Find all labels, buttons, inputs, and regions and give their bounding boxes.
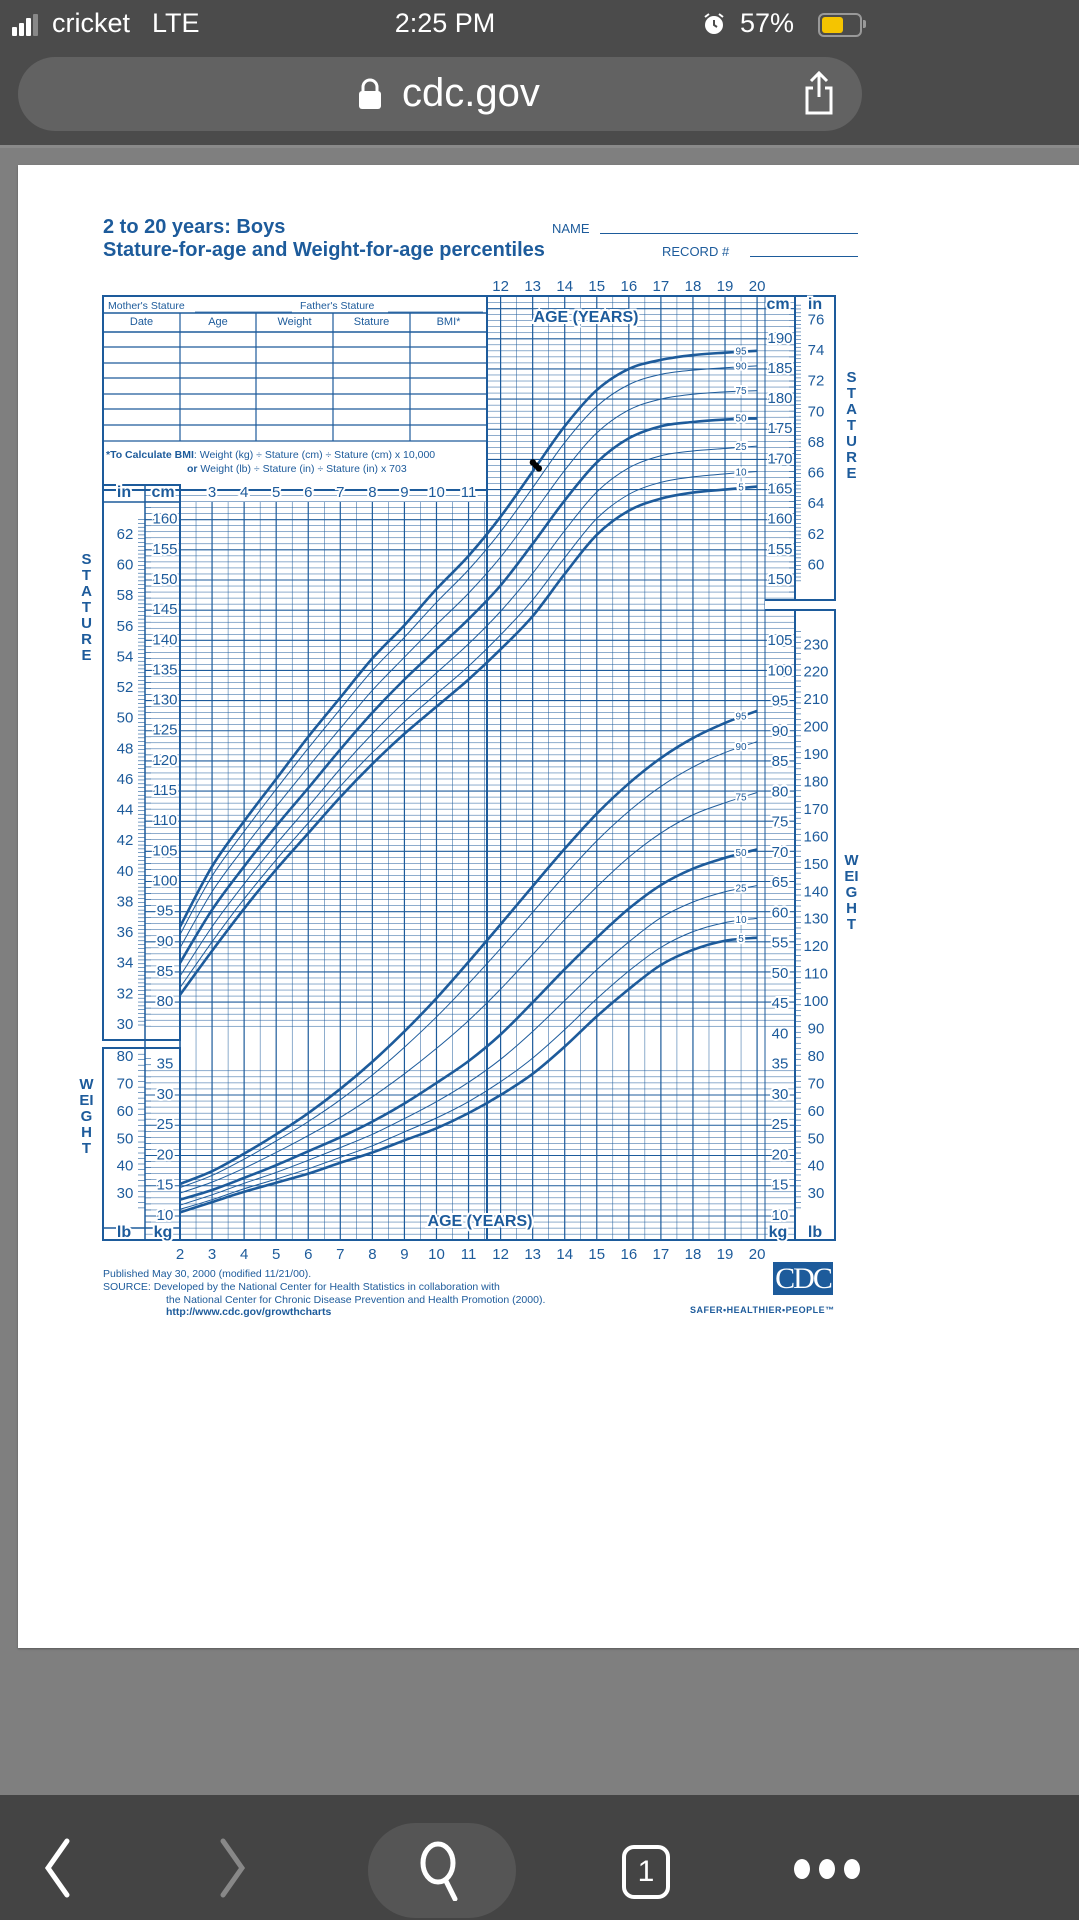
cm-tick-label: 155 bbox=[152, 540, 178, 558]
age-tick-label: 13 bbox=[524, 1245, 542, 1263]
lb-tick-label: 30 bbox=[116, 1185, 134, 1203]
network-type: LTE bbox=[152, 8, 200, 38]
age-tick-label: 6 bbox=[304, 1245, 313, 1263]
kg-tick-label: 90 bbox=[771, 722, 789, 740]
lb-unit-label: lb bbox=[116, 1224, 132, 1242]
lb-tick-label: 30 bbox=[807, 1185, 825, 1203]
age-tick-label: 16 bbox=[620, 277, 638, 295]
kg-tick-label: 75 bbox=[771, 813, 789, 831]
age-tick-label: 8 bbox=[368, 1245, 377, 1263]
back-icon[interactable] bbox=[42, 1838, 72, 1898]
lb-tick-label: 210 bbox=[803, 691, 829, 709]
cm-tick-label: 180 bbox=[767, 390, 793, 408]
url-domain: cdc.gov bbox=[402, 71, 540, 115]
cdc-tagline: SAFER•HEALTHIER•PEOPLE™ bbox=[690, 1305, 835, 1315]
column-weight: Weight bbox=[277, 316, 312, 328]
in-tick-label: 30 bbox=[116, 1015, 134, 1033]
fathers-stature-label: Father's Stature bbox=[300, 300, 375, 312]
published-note: Published May 30, 2000 (modified 11/21/00). bbox=[103, 1268, 312, 1280]
weight-percentile-label: 25 bbox=[735, 883, 747, 895]
in-tick-label: 50 bbox=[116, 709, 134, 727]
lb-tick-label: 60 bbox=[116, 1102, 134, 1120]
lb-tick-label: 190 bbox=[803, 746, 829, 764]
chart-title: 2 to 20 years: Boys bbox=[103, 216, 286, 238]
lb-tick-label: 90 bbox=[807, 1020, 825, 1038]
record-label: RECORD # bbox=[662, 244, 730, 259]
lb-tick-label: 200 bbox=[803, 718, 829, 736]
lb-tick-label: 50 bbox=[116, 1130, 134, 1148]
kg-tick-label: 10 bbox=[771, 1206, 789, 1224]
more-icon[interactable] bbox=[792, 1857, 862, 1881]
kg-unit-label: kg bbox=[768, 1224, 788, 1242]
mothers-stature-label: Mother's Stature bbox=[108, 300, 185, 312]
age-tick-label: 16 bbox=[620, 1245, 638, 1263]
lb-tick-label: 100 bbox=[803, 993, 829, 1011]
in-unit-label: in bbox=[116, 484, 132, 502]
age-tick-label: 20 bbox=[748, 1245, 766, 1263]
age-axis-label: AGE (YEARS) bbox=[533, 309, 639, 327]
age-tick-label: 11 bbox=[460, 483, 477, 501]
in-tick-label: 72 bbox=[807, 372, 825, 390]
weight-percentile-label: 95 bbox=[735, 711, 747, 723]
age-tick-label: 19 bbox=[716, 277, 734, 295]
kg-tick-label: 70 bbox=[771, 843, 789, 861]
in-tick-label: 76 bbox=[807, 311, 825, 329]
age-tick-label: 10 bbox=[428, 1245, 445, 1263]
kg-tick-label: 65 bbox=[771, 874, 789, 892]
cm-tick-label: 185 bbox=[767, 359, 793, 377]
kg-tick-label: 30 bbox=[771, 1085, 789, 1103]
kg-tick-label: 55 bbox=[771, 934, 789, 952]
scale-gap bbox=[765, 601, 835, 609]
battery-percent: 57% bbox=[740, 8, 795, 38]
cm-tick-label: 120 bbox=[152, 751, 178, 769]
tabs-button[interactable] bbox=[622, 1845, 670, 1899]
lb-tick-label: 140 bbox=[803, 883, 829, 901]
clock: 2:25 PM bbox=[394, 8, 496, 38]
search-button[interactable] bbox=[368, 1823, 516, 1918]
age-tick-label: 9 bbox=[400, 483, 409, 501]
in-tick-label: 48 bbox=[116, 740, 134, 758]
kg-tick-label: 25 bbox=[156, 1116, 174, 1134]
age-tick-label: 15 bbox=[588, 277, 606, 295]
age-tick-label: 4 bbox=[239, 1245, 249, 1263]
lb-tick-label: 130 bbox=[803, 910, 829, 928]
age-tick-label: 17 bbox=[652, 1245, 670, 1263]
kg-tick-label: 105 bbox=[767, 632, 793, 650]
cm-tick-label: 105 bbox=[152, 842, 178, 860]
age-tick-label: 4 bbox=[239, 483, 249, 501]
lb-tick-label: 150 bbox=[803, 855, 829, 873]
in-tick-label: 62 bbox=[807, 525, 825, 543]
in-tick-label: 42 bbox=[116, 832, 134, 850]
kg-tick-label: 15 bbox=[771, 1176, 789, 1194]
cm-tick-label: 100 bbox=[152, 872, 178, 890]
lb-tick-label: 40 bbox=[116, 1157, 134, 1175]
stature-axis-label-right: STATURE bbox=[846, 369, 857, 482]
age-tick-label: 15 bbox=[588, 1245, 606, 1263]
weight-percentile-label: 75 bbox=[735, 792, 747, 804]
in-tick-label: 66 bbox=[807, 464, 825, 482]
in-tick-label: 68 bbox=[807, 433, 825, 451]
record-table bbox=[103, 296, 487, 490]
age-tick-label: 9 bbox=[400, 1245, 409, 1263]
kg-tick-label: 20 bbox=[156, 1146, 174, 1164]
cm-tick-label: 135 bbox=[152, 661, 178, 679]
column-age: Age bbox=[208, 316, 228, 328]
lb-tick-label: 180 bbox=[803, 773, 829, 791]
in-tick-label: 64 bbox=[807, 495, 825, 513]
cm-tick-label: 160 bbox=[152, 510, 178, 528]
in-tick-label: 74 bbox=[807, 342, 825, 360]
lb-tick-label: 70 bbox=[807, 1075, 825, 1093]
browser-toolbar bbox=[0, 1795, 1079, 1920]
cm-unit-label: cm bbox=[766, 296, 790, 314]
cm-tick-label: 85 bbox=[156, 962, 174, 980]
column-bmi: BMI* bbox=[436, 316, 461, 328]
kg-tick-label: 50 bbox=[771, 964, 789, 982]
age-tick-label: 2 bbox=[175, 1245, 185, 1263]
cm-tick-label: 145 bbox=[152, 601, 178, 619]
stature-percentile-label: 5 bbox=[738, 482, 744, 494]
kg-tick-label: 80 bbox=[771, 783, 789, 801]
lb-tick-label: 70 bbox=[116, 1075, 134, 1093]
age-tick-label: 6 bbox=[304, 483, 313, 501]
kg-tick-label: 100 bbox=[767, 662, 793, 680]
kg-tick-label: 30 bbox=[156, 1085, 174, 1103]
in-tick-label: 34 bbox=[116, 954, 134, 972]
age-tick-label: 7 bbox=[336, 483, 345, 501]
age-tick-label: 7 bbox=[336, 1245, 345, 1263]
kg-tick-label: 15 bbox=[156, 1176, 174, 1194]
weight-axis-label-left: WEIGHT bbox=[79, 1076, 94, 1157]
cm-tick-label: 95 bbox=[156, 902, 174, 920]
kg-tick-label: 95 bbox=[771, 692, 789, 710]
cm-tick-label: 170 bbox=[767, 450, 793, 468]
cm-tick-label: 90 bbox=[156, 932, 174, 950]
in-tick-label: 70 bbox=[807, 403, 825, 421]
in-unit-label: in bbox=[807, 296, 823, 314]
stature-percentile-label: 25 bbox=[735, 441, 747, 453]
cm-tick-label: 165 bbox=[767, 480, 793, 498]
age-tick-label: 20 bbox=[748, 277, 766, 295]
weight-percentile-label: 90 bbox=[735, 741, 747, 753]
kg-tick-label: 35 bbox=[771, 1055, 789, 1073]
age-tick-label: 19 bbox=[716, 1245, 734, 1263]
lb-tick-label: 50 bbox=[807, 1130, 825, 1148]
stature-percentile-label: 75 bbox=[735, 385, 747, 397]
cm-tick-label: 130 bbox=[152, 691, 178, 709]
in-tick-label: 44 bbox=[116, 801, 134, 819]
in-tick-label: 32 bbox=[116, 985, 134, 1003]
in-tick-label: 52 bbox=[116, 679, 134, 697]
lb-tick-label: 230 bbox=[803, 636, 829, 654]
age-tick-label: 5 bbox=[272, 483, 281, 501]
age-tick-label: 14 bbox=[556, 277, 574, 295]
in-tick-label: 54 bbox=[116, 648, 134, 666]
in-tick-label: 60 bbox=[116, 556, 134, 574]
weight-percentile-label: 5 bbox=[738, 933, 744, 945]
stature-percentile-label: 50 bbox=[735, 413, 747, 425]
search-icon bbox=[418, 1841, 468, 1901]
bmi-note-formula-2: Weight (lb) ÷ Stature (in) ÷ Stature (in) x 703 bbox=[197, 463, 407, 475]
kg-tick-label: 60 bbox=[771, 904, 789, 922]
weight-percentile-label: 50 bbox=[735, 848, 747, 860]
chart-subtitle: Stature-for-age and Weight-for-age percentiles bbox=[103, 239, 545, 261]
age-tick-label: 18 bbox=[684, 1245, 702, 1263]
lb-unit-label: lb bbox=[807, 1224, 823, 1242]
age-tick-label: 10 bbox=[428, 483, 445, 501]
kg-tick-label: 85 bbox=[771, 753, 789, 771]
lb-tick-label: 60 bbox=[807, 1102, 825, 1120]
name-label: NAME bbox=[552, 221, 590, 236]
cm-tick-label: 150 bbox=[152, 570, 178, 588]
in-tick-label: 36 bbox=[116, 924, 134, 942]
carrier-name: cricket bbox=[52, 8, 131, 38]
kg-tick-label: 20 bbox=[771, 1146, 789, 1164]
source-note: SOURCE: Developed by the National Center for Health Statistics in collaboration with bbox=[103, 1281, 500, 1293]
lb-tick-label: 220 bbox=[803, 663, 829, 681]
cm-tick-label: 190 bbox=[767, 329, 793, 347]
bmi-note-heading: *To Calculate BMI bbox=[106, 449, 194, 461]
in-tick-label: 38 bbox=[116, 893, 134, 911]
weight-percentile-label: 10 bbox=[735, 915, 747, 927]
cm-tick-label: 160 bbox=[767, 510, 793, 528]
kg-tick-label: 45 bbox=[771, 995, 789, 1013]
cm-tick-label: 115 bbox=[153, 782, 177, 800]
in-tick-label: 46 bbox=[116, 770, 134, 788]
stature-percentile-label: 90 bbox=[735, 361, 747, 373]
age-tick-label: 3 bbox=[207, 483, 217, 501]
lb-tick-label: 170 bbox=[803, 800, 829, 818]
kg-tick-label: 25 bbox=[771, 1116, 789, 1134]
cm-tick-label: 125 bbox=[152, 721, 178, 739]
age-tick-label: 14 bbox=[556, 1245, 574, 1263]
age-tick-label: 5 bbox=[272, 1245, 281, 1263]
cm-unit-label: cm bbox=[151, 484, 175, 502]
column-date: Date bbox=[129, 316, 154, 328]
source-note-cont: the National Center for Chronic Disease Prevention and Health Promotion (2000). bbox=[166, 1294, 546, 1306]
weight-axis-label-right: WEIGHT bbox=[844, 852, 859, 933]
in-tick-label: 56 bbox=[116, 617, 134, 635]
cm-tick-label: 150 bbox=[767, 570, 793, 588]
lb-tick-label: 40 bbox=[807, 1157, 825, 1175]
cm-tick-label: 140 bbox=[152, 631, 178, 649]
in-tick-label: 60 bbox=[807, 556, 825, 574]
stature-percentile-label: 10 bbox=[735, 467, 747, 479]
lb-tick-label: 80 bbox=[807, 1047, 825, 1065]
lb-tick-label: 160 bbox=[803, 828, 829, 846]
forward-icon[interactable] bbox=[218, 1838, 248, 1898]
age-tick-label: 18 bbox=[684, 277, 702, 295]
age-tick-label: 11 bbox=[460, 1245, 477, 1263]
plotted-point-mark bbox=[536, 465, 542, 471]
lb-tick-label: 110 bbox=[804, 965, 828, 983]
age-axis-label: AGE (YEARS) bbox=[427, 1213, 533, 1231]
lb-tick-label: 120 bbox=[803, 938, 829, 956]
age-tick-label: 3 bbox=[207, 1245, 217, 1263]
kg-tick-label: 35 bbox=[156, 1055, 174, 1073]
age-tick-label: 8 bbox=[368, 483, 377, 501]
age-tick-label: 12 bbox=[492, 277, 509, 295]
cdc-logo: CDC bbox=[773, 1262, 833, 1295]
kg-unit-label: kg bbox=[153, 1224, 173, 1242]
cm-tick-label: 110 bbox=[153, 812, 177, 830]
cm-tick-label: 155 bbox=[767, 540, 793, 558]
tabs-count: 1 bbox=[637, 1855, 655, 1888]
bmi-note-or: or bbox=[187, 463, 198, 475]
stature-axis-label-left: STATURE bbox=[81, 551, 92, 664]
in-tick-label: 62 bbox=[116, 525, 134, 543]
in-tick-label: 58 bbox=[116, 587, 134, 605]
cm-tick-label: 175 bbox=[767, 420, 793, 438]
lb-tick-label: 80 bbox=[116, 1047, 134, 1065]
in-tick-label: 40 bbox=[116, 862, 134, 880]
age-tick-label: 12 bbox=[492, 1245, 509, 1263]
kg-tick-label: 10 bbox=[156, 1206, 174, 1224]
stature-percentile-label: 95 bbox=[735, 346, 747, 358]
cm-tick-label: 80 bbox=[156, 993, 174, 1011]
age-tick-label: 17 bbox=[652, 277, 670, 295]
bmi-note-formula-1: : Weight (kg) ÷ Stature (cm) ÷ Stature (cm) x 10,000 bbox=[193, 449, 436, 461]
kg-tick-label: 40 bbox=[771, 1025, 789, 1043]
column-stature: Stature bbox=[353, 316, 390, 328]
age-tick-label: 13 bbox=[524, 277, 542, 295]
growthcharts-link[interactable]: http://www.cdc.gov/growthcharts bbox=[166, 1306, 332, 1318]
